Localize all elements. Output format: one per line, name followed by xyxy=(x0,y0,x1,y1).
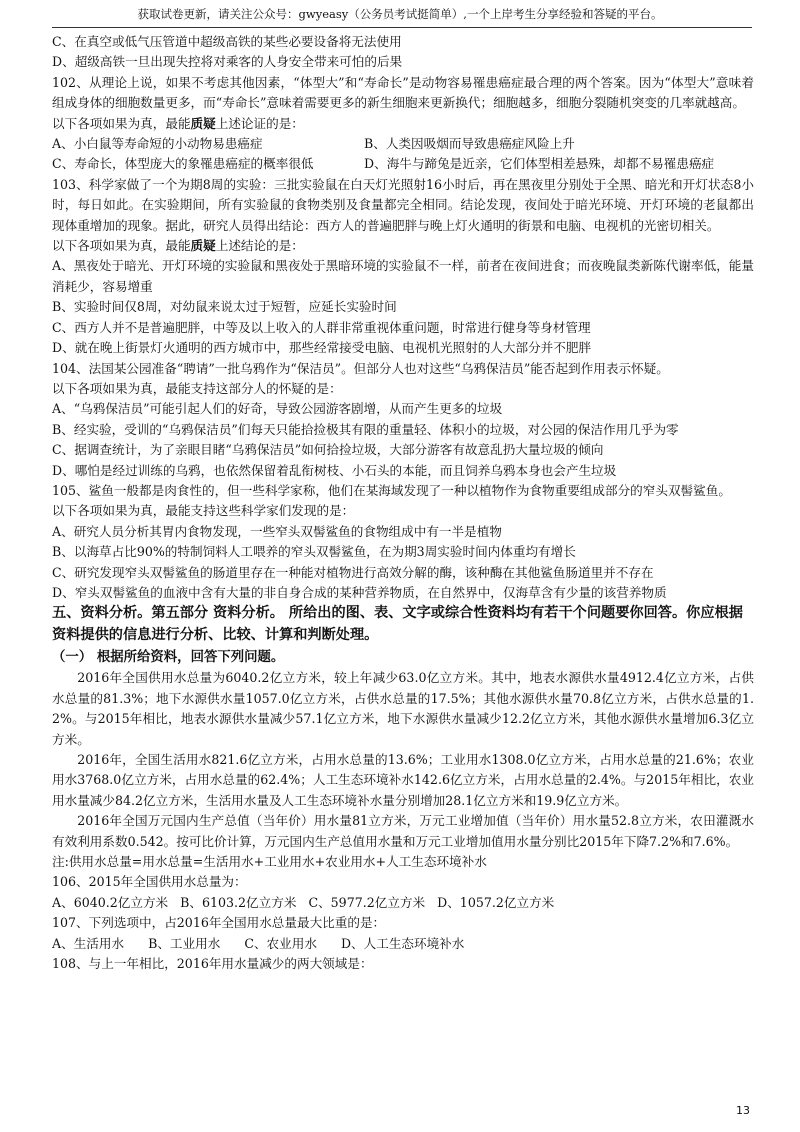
option-c: C、西方人并不是普遍肥胖，中等及以上收入的人群非常重视体重问题，时常进行健身等身材管理 xyxy=(52,319,591,335)
option-c: C、据调查统计，为了亲眼目睹“乌鸦保洁员”如何拾捡垃圾，大部分游客有故意乱扔大量垃圾的倾向 xyxy=(52,442,604,458)
material-paragraph-1: 2016年全国供用水总量为6040.2亿立方米，较上年减少63.0亿立方米。其中，地表水源供水量4912.4亿立方米，占供水总量的81.3%；地下水源供水量1057.0亿立方米，占供水总量的17.5%；其他水源供水量70.8亿立方米，占供水总量的1.2%。与2015年相比，地表水源供水量减少57.1亿立方米，地下水源供水量减少12.2亿立方米，其他水源供水量增加6.3亿立方米。 xyxy=(52,670,754,747)
prompt-text: 上述结论的是： xyxy=(215,238,304,254)
option-a: A、小白鼠等寿命短的小动物易患癌症 xyxy=(52,136,263,152)
prompt-text: 以下各项如果为真，最能 xyxy=(52,115,191,131)
option-d: D、海牛与蹄兔是近亲，它们体型相差悬殊，却都不易罹患癌症 xyxy=(364,156,715,172)
question-107-options: A、生活用水 B、工业用水 C、农业用水 D、人工生态环境补水 xyxy=(52,935,465,951)
material-note: 注:供用水总量=用水总量=生活用水+工业用水+农业用水+人工生态环境补水 xyxy=(52,854,487,870)
question-104-prompt: 以下各项如果为真，最能支持这部分人的怀疑的是： xyxy=(52,380,342,396)
option-c: C、在真空或低气压管道中超级高铁的某些必要设备将无法使用 xyxy=(52,34,402,49)
question-105-prompt: 以下各项如果为真，最能支持这些科学家们发现的是： xyxy=(52,503,355,519)
question-108-stem: 108、与上一年相比，2016年用水量减少的两大领域是： xyxy=(52,956,373,972)
question-106-stem: 106、2015年全国供用水总量为： xyxy=(52,874,247,890)
page-header: 获取试卷更新，请关注公众号：gwyeasy（公务员考试挺简单）,一个上岸考生分享经验和答疑的平台。 xyxy=(137,7,663,21)
question-102-options-row1 xyxy=(52,134,754,154)
option-b: B、人类因吸烟而导致患癌症风险上升 xyxy=(364,136,575,152)
prompt-emphasis: 质疑 xyxy=(190,238,216,254)
prompt-text: 以下各项如果为真，最能 xyxy=(52,238,191,254)
question-103-prompt xyxy=(52,236,754,256)
subsection-heading: （一） 根据所给资料，回答下列问题。 xyxy=(52,650,285,666)
page-number: 13 xyxy=(736,1104,750,1117)
option-b: B、以海草占比90%的特制饲料人工喂养的窄头双髻鲨鱼，在为期3周实验时间内体重均有增长 xyxy=(52,544,576,560)
option-c: C、研究发现窄头双髻鲨鱼的肠道里存在一种能对植物进行高效分解的酶，该种酶在其他鲨鱼肠道里并不存在 xyxy=(52,564,654,580)
page-content xyxy=(52,32,754,974)
question-102-options-row2 xyxy=(52,154,754,174)
option-c: C、寿命长，体型庞大的象罹患癌症的概率很低 xyxy=(52,156,314,172)
option-a: A、“乌鸦保洁员”可能引起人们的好奇，导致公园游客剧增，从而产生更多的垃圾 xyxy=(52,401,503,417)
option-a: A、黑夜处于暗光、开灯环境的实验鼠和黑夜处于黑暗环境的实验鼠不一样，前者在夜间进食；而夜晚鼠类新陈代谢率低，能量消耗少，容易增重 xyxy=(52,258,754,294)
option-d: D、哪怕是经过训练的乌鸦，也依然保留着乱衔树枝、小石头的本能，而且饲养乌鸦本身也会产生垃圾 xyxy=(52,462,617,478)
question-102-stem: 102、从理论上说，如果不考虑其他因素，“体型大”和“寿命长”是动物容易罹患癌症最合理的两个答案。因为“体型大”意味着组成身体的细胞数量更多，而“寿命长”意味着需要更多的新生细胞来更新换代；细胞越多，细胞分裂随机突变的几率就越高。 xyxy=(52,74,754,111)
section-heading: 五、资料分析。第五部分 资料分析。 所给出的图、表、文字或综合性资料均有若干个问题要你回答。你应根据资料提供的信息进行分析、比较、计算和判断处理。 xyxy=(52,605,743,643)
question-102-prompt xyxy=(52,114,754,134)
option-d: D、就在晚上街景灯火通明的西方城市中，那些经常接受电脑、电视机光照射的人大部分并不肥胖 xyxy=(52,340,592,356)
question-106-options: A、6040.2亿立方米 B、6103.2亿立方米 C、5977.2亿立方米 D、1057.2亿立方米 xyxy=(52,894,555,910)
question-104-stem: 104、法国某公园准备“聘请”一批乌鸦作为“保洁员”。但部分人也对这些“乌鸦保洁员”能否起到作用表示怀疑。 xyxy=(52,360,669,376)
question-105-stem: 105、鲨鱼一般都是肉食性的，但一些科学家称，他们在某海域发现了一种以植物作为食物重要组成部分的窄头双髻鲨鱼。 xyxy=(52,482,731,498)
material-paragraph-3: 2016年全国万元国内生产总值（当年价）用水量81立方米，万元工业增加值（当年价）用水量52.8立方米，农田灌溉水有效利用系数0.542。按可比价计算，万元国内生产总值用水量和万元工业增加值用水量分别比2015年下降7.2%和7.6%。 xyxy=(52,813,754,849)
material-paragraph-2: 2016年，全国生活用水821.6亿立方米，占用水总量的13.6%；工业用水1308.0亿立方米，占用水总量的21.6%；农业用水3768.0亿立方米，占用水总量的62.4%；人工生态环境补水142.6亿立方米，占用水总量的2.4%。与2015年相比，农业用水量减少84.2亿立方米，生活用水量及人工生态环境补水量分别增加28.1亿立方米和19.9亿立方米。 xyxy=(52,752,754,808)
question-103-stem: 103、科学家做了一个为期8周的实验：三批实验鼠在白天灯光照射16小时后，再在黑夜里分别处于全黑、暗光和开灯状态8小时，每日如此。在实验期间，所有实验鼠的食物类别及食量都完全相同。结论发现，夜间处于暗光环境、开灯环境的老鼠都出现体重增加的现象。据此，研究人员得出结论：西方人的普遍肥胖与晚上灯火通明的街景和电脑、电视机的光密切相关。 xyxy=(52,176,754,233)
prompt-emphasis: 质疑 xyxy=(190,115,216,131)
option-d: D、超级高铁一旦出现失控将对乘客的人身安全带来可怕的后果 xyxy=(52,54,403,70)
option-d: D、窄头双髻鲨鱼的血液中含有大量的非自身合成的某种营养物质，在自然界中，仅海草含有少量的该营养物质 xyxy=(52,584,667,600)
prompt-text: 上述论证的是： xyxy=(215,115,304,131)
option-a: A、研究人员分析其胃内食物发现，一些窄头双髻鲨鱼的食物组成中有一半是植物 xyxy=(52,523,502,539)
question-107-stem: 107、下列选项中，占2016年全国用水总量最大比重的是： xyxy=(52,915,386,931)
header-divider xyxy=(52,27,752,28)
option-b: B、实验时间仅8周，对幼鼠来说太过于短暂，应延长实验时间 xyxy=(52,299,397,315)
option-b: B、经实验，受训的“乌鸦保洁员”们每天只能拾捡极其有限的重量轻、体积小的垃圾，对公园的保洁作用几乎为零 xyxy=(52,421,679,437)
